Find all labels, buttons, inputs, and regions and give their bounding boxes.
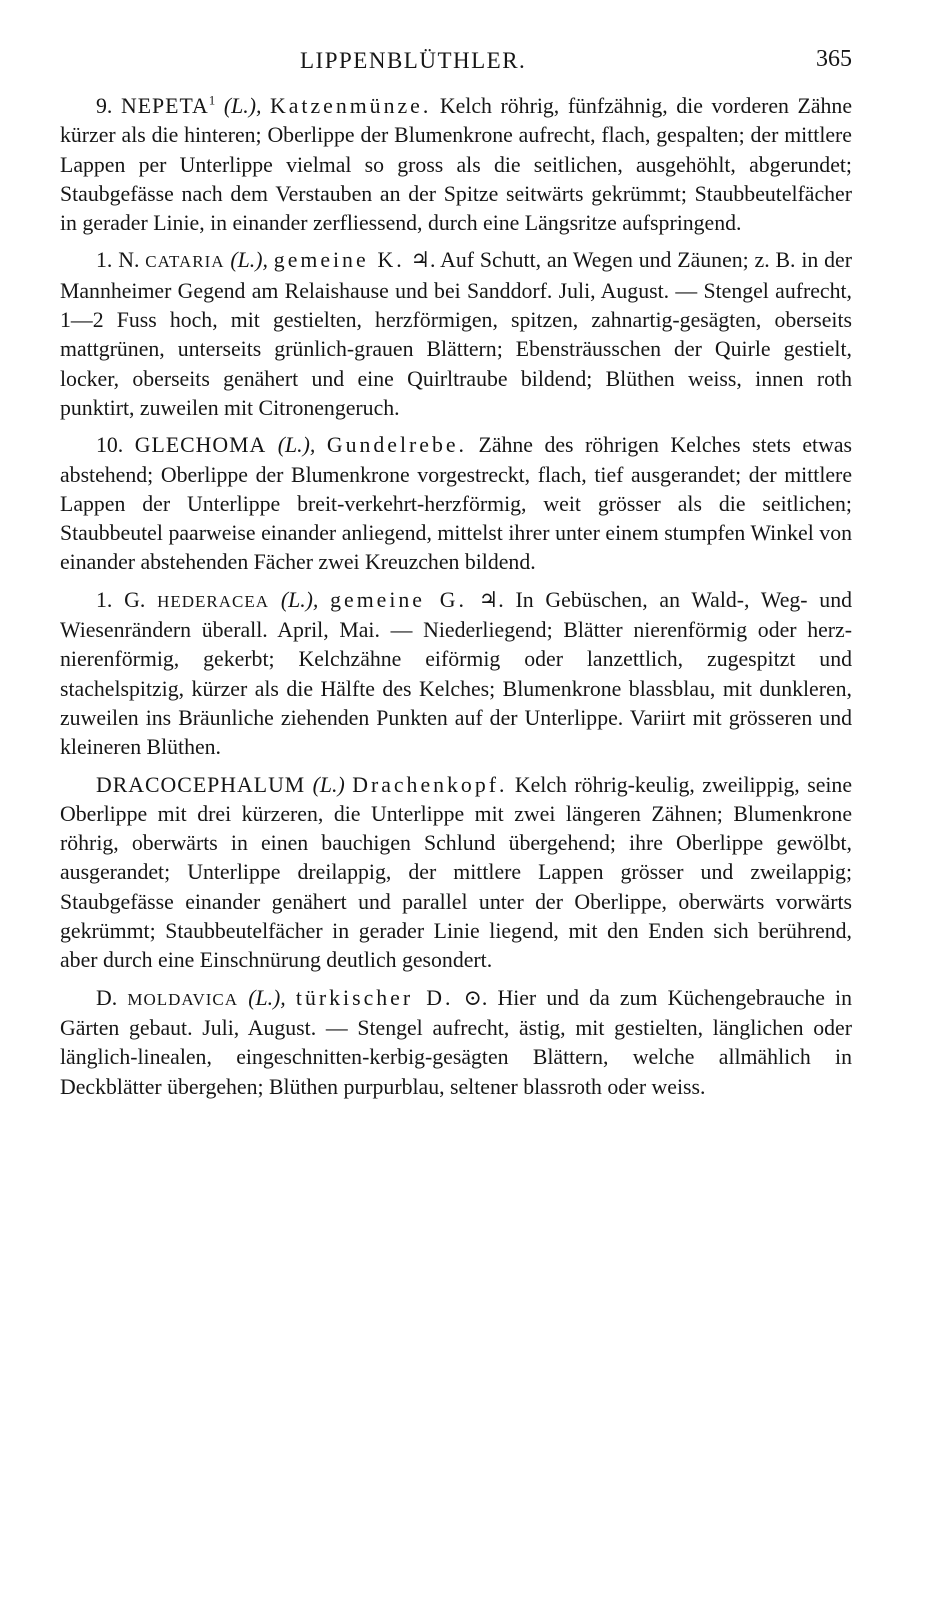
perennial-symbol: ♃. bbox=[410, 248, 436, 273]
species-description: In Gebüschen, an Wald-, Weg- und Wiesenrändern überall. April, Mai. — Niederliegend; Blätter nierenförmig oder herz-nierenförmig, gekerbt; Kelchzähne eiförmig oder lanzettlich, zugespitzt und stachelspitzig, kürzer als die Hälfte des Kelches; Blumenkrone blassblau, mit dunkleren, zuweilen ins Bräunliche ziehenden Punkten auf der Unterlippe. Variirt mit grösseren und kleineren Blüthen. bbox=[60, 587, 852, 760]
species-number: 1. bbox=[96, 248, 113, 273]
footnote-marker: 1 bbox=[208, 92, 216, 108]
species-epithet: MOLDAVICA bbox=[127, 989, 239, 1009]
species-epithet: CATARIA bbox=[145, 252, 225, 272]
genus-entry-nepeta bbox=[60, 92, 852, 238]
perennial-symbol: ♃. bbox=[478, 587, 504, 612]
genus-number: 9. bbox=[96, 94, 113, 118]
genus-name: DRACOCEPHALUM bbox=[96, 772, 306, 797]
genus-authority: (L.) bbox=[312, 772, 345, 797]
genus-description: Kelch röhrig, fünfzähnig, die vorderen Zähne kürzer als die hinteren; Oberlippe der Blumenkrone aufrecht, flach, gespalten; der mittlere Lappen per Unterlippe vielmal so gross als die seitlichen, ausgehöhlt, abgerundet; Staubgefässe nach dem Verstauben an der Spitze seitwärts gekrümmt; Staubbeutelfächer in gerader Linie, in einander zerfliessend, durch eine Längsritze aufspringend. bbox=[60, 94, 852, 236]
species-vernacular: türkischer D. bbox=[295, 985, 454, 1010]
species-number: 1. bbox=[96, 587, 113, 612]
genus-vernacular: Katzenmünze. bbox=[270, 94, 432, 118]
species-entry-hederacea bbox=[60, 586, 852, 763]
species-description: Hier und da zum Küchengebrauche in Gärten gebaut. Juli, August. — Stengel aufrecht, ästig, mit gestielten, länglichen oder länglich-linealen, eingeschnitten-kerbig-gesägten Blättern, welche allmählich in Deckblätter übergehen; Blüthen purpurblau, seltener blassroth oder weiss. bbox=[60, 985, 853, 1099]
genus-description: Zähne des röhrigen Kelches stets etwas abstehend; Oberlippe der Blumenkrone vorgestreckt, flach, tief ausgerandet; der mittlere Lappen der Unterlippe breit-verkehrt-herzförmig, weit grösser als die seitlichen; Staubbeutel paarweise einander anliegend, mittelst ihrer unter einem stumpfen Winkel von einander abstehenden Fächer zwei Kreuzchen bildend. bbox=[60, 433, 852, 575]
genus-number: 10. bbox=[96, 433, 124, 458]
genus-name: NEPETA bbox=[120, 94, 209, 118]
genus-authority: (L.), bbox=[277, 433, 316, 458]
species-genus-abbr: D. bbox=[96, 985, 118, 1010]
species-authority: (L.), bbox=[248, 985, 286, 1010]
species-epithet: HEDERACEA bbox=[157, 591, 270, 611]
species-description: Auf Schutt, an Wegen und Zäunen; z. B. in der Mannheimer Gegend am Relaishause und bei Sanddorf. Juli, August. — Stengel aufrecht, 1—2 Fuss hoch, mit gestielten, herzförmigen, spitzen, zahnartig-gesägten, oberseits mattgrünen, unterseits grünlich-grauen Blättern; Ebensträusschen der Quirle gestielt, locker, oberseits genähert und eine Quirltraube bildend; Blüthen weiss, innen roth punktirt, zuweilen mit Citronengeruch. bbox=[60, 248, 852, 420]
genus-vernacular: Gundelrebe. bbox=[326, 433, 467, 458]
page-number: 365 bbox=[816, 46, 852, 72]
species-authority: (L.), bbox=[230, 248, 268, 273]
species-entry-cataria bbox=[60, 246, 852, 423]
running-head: LIPPENBLÜTHLER. bbox=[300, 48, 527, 73]
species-authority: (L.), bbox=[280, 587, 319, 612]
genus-vernacular: Drachenkopf. bbox=[352, 772, 508, 797]
species-vernacular: gemeine K. bbox=[273, 248, 405, 273]
species-genus-abbr: G. bbox=[124, 587, 146, 612]
genus-authority: (L.), bbox=[223, 94, 262, 118]
book-page bbox=[60, 40, 852, 1102]
annual-symbol: ⊙. bbox=[463, 985, 488, 1010]
species-entry-moldavica bbox=[60, 984, 852, 1102]
genus-description: Kelch röhrig-keulig, zweilippig, seine Oberlippe mit drei kürzeren, die Unterlippe mit zwei längeren Zähnen; Blumenkrone röhrig, oberwärts in einen bauchigen Schlund übergehend; ihre Oberlippe gewölbt, ausgerandet; Unterlippe dreilappig, der mittlere Lappen grösser und zweilappig; Staubgefässe einander genähert und parallel unter der Oberlippe, oberwärts vorwärts gekrümmt; Staubbeutelfächer in gerader Linie liegend, mit den Enden sich berührend, aber durch eine Einschnürung deutlich gesondert. bbox=[60, 772, 852, 973]
page-header bbox=[60, 40, 852, 82]
species-vernacular: gemeine G. bbox=[330, 587, 467, 612]
genus-name: GLECHOMA bbox=[134, 433, 267, 458]
genus-entry-dracocephalum bbox=[60, 771, 852, 976]
species-genus-abbr: N. bbox=[118, 248, 140, 273]
genus-entry-glechoma bbox=[60, 431, 852, 577]
